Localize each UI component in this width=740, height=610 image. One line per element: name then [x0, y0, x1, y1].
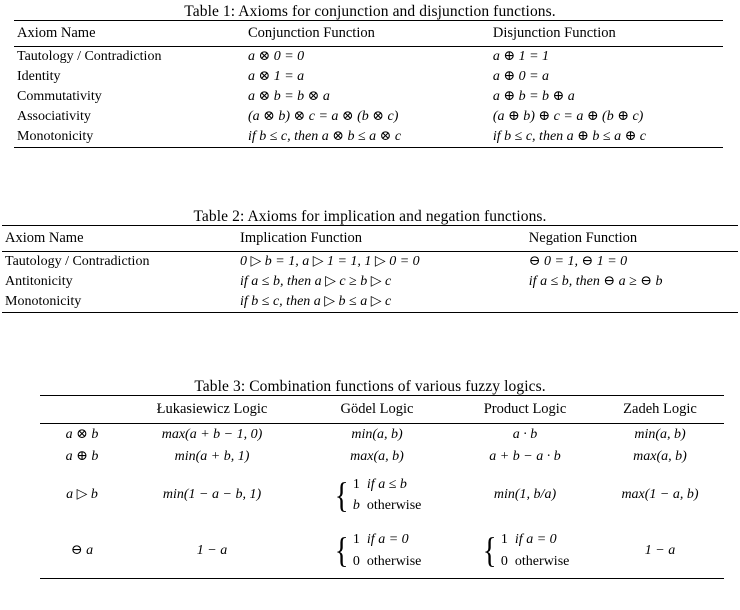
table-3-row-0-godel: min(a, b) — [351, 426, 403, 442]
table-2-header-negation: Negation Function — [528, 230, 638, 247]
table-3-row-3-product-case-0-condition: if a = 0 — [514, 531, 557, 547]
table-1-row-1-disjunction: a ⊕ 0 = a — [492, 68, 550, 84]
table-2 — [2, 225, 738, 313]
case-row — [353, 554, 421, 569]
table-2-row-2-implication: if b ≤ c, then a ▷ b ≤ a ▷ c — [240, 293, 392, 309]
table-2-row-2-name: Monotonicity — [5, 293, 82, 309]
table-row — [14, 47, 723, 67]
table-3-row-2-product: min(1, b/a) — [493, 487, 557, 503]
table-row — [14, 87, 723, 107]
table-3-row-0-product: a · b — [512, 426, 538, 442]
table-3-row-2-godel-case-0-value: 1 — [352, 476, 360, 492]
table-3-block — [0, 378, 740, 579]
table-1-row-0-disjunction: a ⊕ 1 = 1 — [492, 48, 550, 64]
table-3-row-3-product-case-1-condition: otherwise — [514, 553, 570, 569]
case-row — [501, 554, 569, 569]
table-2-row-0-implication: 0 ▷ b = 1, a ▷ 1 = 1, 1 ▷ 0 = 0 — [240, 253, 420, 269]
table-3-row-0-operator: a ⊗ b — [65, 426, 99, 442]
table-row — [2, 272, 738, 292]
table-2-row-1-negation: if a ≤ b, then ⊖ a ≥ ⊖ b — [528, 273, 663, 289]
piecewise-product-negation — [481, 529, 570, 572]
table-row — [14, 107, 723, 127]
piecewise-godel-implication — [333, 474, 422, 517]
table-3-header-zadeh: Zadeh Logic — [623, 401, 697, 418]
table-3-row-2-godel-case-0-condition: if a ≤ b — [366, 476, 407, 492]
table-1-row-0-conjunction: a ⊗ 0 = 0 — [247, 48, 305, 64]
table-row — [14, 67, 723, 87]
table-2-row-0-name: Tautology / Contradiction — [5, 253, 150, 269]
piecewise-godel-negation — [333, 529, 422, 572]
table-3-row-3-godel-case-0-value: 1 — [352, 531, 360, 547]
table-3-row-2-godel — [300, 468, 454, 523]
table-1-row-1-conjunction: a ⊗ 1 = a — [247, 68, 305, 84]
table-3-row-0-zadeh: min(a, b) — [634, 426, 686, 442]
left-brace-icon: { — [482, 530, 497, 571]
left-brace-icon: { — [334, 530, 349, 571]
table-3-row-3-godel-case-1-value: 0 — [352, 553, 360, 569]
table-1-row-4-name: Monotonicity — [17, 128, 94, 144]
case-row — [353, 498, 421, 513]
table-1-row-1-name: Identity — [17, 68, 61, 84]
table-3-row-2-godel-case-1-value: b — [352, 498, 360, 514]
table-1-row-3-name: Associativity — [17, 108, 91, 124]
table-2-bottom-rule — [2, 312, 738, 313]
table-row — [2, 252, 738, 272]
table-row — [40, 523, 724, 578]
table-2-header-axiom-name: Axiom Name — [5, 230, 84, 247]
table-3-row-3-lukasiewicz: 1 − a — [196, 542, 228, 558]
case-row — [501, 532, 557, 547]
table-1-row-3-disjunction: (a ⊕ b) ⊕ c = a ⊕ (b ⊕ c) — [492, 108, 644, 124]
table-3-row-1-operator: a ⊕ b — [65, 448, 99, 464]
table-row — [40, 446, 724, 468]
table-2-row-2-negation — [529, 292, 738, 312]
table-row — [40, 424, 724, 446]
table-3-header-row — [40, 396, 724, 423]
table-1-header-conjunction: Conjunction Function — [247, 25, 375, 42]
table-2-row-0-negation: ⊖ 0 = 1, ⊖ 1 = 0 — [528, 253, 628, 269]
table-1-row-2-disjunction: a ⊕ b = b ⊕ a — [492, 88, 575, 104]
table-1-caption: Table 1: Axioms for conjunction and disjunction functions. — [184, 3, 556, 20]
table-3-header-lukasiewicz: Łukasiewicz Logic — [156, 401, 268, 418]
table-2-row-1-name: Antitonicity — [5, 273, 73, 289]
table-1 — [14, 20, 723, 148]
table-3-row-3-godel — [300, 523, 454, 578]
table-2-block — [0, 208, 740, 313]
table-row — [2, 292, 738, 312]
table-1-header-row — [14, 21, 723, 46]
table-2-caption: Table 2: Axioms for implication and negation functions. — [193, 208, 547, 225]
case-row — [353, 532, 409, 547]
table-1-row-3-conjunction: (a ⊗ b) ⊗ c = a ⊗ (b ⊗ c) — [247, 108, 399, 124]
table-2-header-row — [2, 226, 738, 251]
table-3-row-2-zadeh: max(1 − a, b) — [621, 487, 699, 503]
table-3-row-1-lukasiewicz: min(a + b, 1) — [174, 448, 250, 464]
table-3 — [40, 395, 724, 579]
table-3-header-product: Product Logic — [483, 401, 567, 418]
table-1-row-0-name: Tautology / Contradiction — [17, 48, 162, 64]
table-3-caption: Table 3: Combination functions of various fuzzy logics. — [194, 378, 546, 395]
table-1-row-2-conjunction: a ⊗ b = b ⊗ a — [247, 88, 330, 104]
table-3-row-1-zadeh: max(a, b) — [633, 448, 687, 464]
table-2-header-implication: Implication Function — [240, 230, 363, 247]
table-2-row-1-implication: if a ≤ b, then a ▷ c ≥ b ▷ c — [240, 273, 392, 289]
table-3-row-3-operator: ⊖ a — [70, 542, 94, 558]
table-3-row-2-lukasiewicz: min(1 − a − b, 1) — [162, 487, 262, 503]
table-1-row-4-conjunction: if b ≤ c, then a ⊗ b ≤ a ⊗ c — [247, 128, 402, 144]
table-row — [40, 468, 724, 523]
table-3-bottom-rule — [40, 578, 724, 579]
left-brace-icon: { — [334, 474, 349, 515]
table-1-bottom-rule — [14, 147, 723, 148]
table-row — [14, 127, 723, 147]
table-3-row-3-product-case-0-value: 1 — [500, 531, 508, 547]
table-3-row-1-product: a + b − a · b — [489, 448, 561, 464]
table-3-header-godel: Gödel Logic — [340, 401, 414, 418]
table-1-header-axiom-name: Axiom Name — [17, 25, 96, 42]
table-3-row-1-godel: max(a, b) — [350, 448, 404, 464]
table-3-row-2-operator: a ▷ b — [66, 487, 98, 503]
table-3-row-3-product — [454, 523, 596, 578]
case-row — [353, 477, 407, 492]
table-3-header-operator — [40, 396, 124, 423]
table-3-row-3-godel-case-0-condition: if a = 0 — [366, 531, 409, 547]
table-1-row-2-name: Commutativity — [17, 88, 102, 104]
table-3-row-3-zadeh: 1 − a — [644, 542, 676, 558]
table-3-row-2-godel-case-1-condition: otherwise — [366, 498, 422, 514]
table-3-row-0-lukasiewicz: max(a + b − 1, 0) — [161, 426, 263, 442]
table-3-row-3-godel-case-1-condition: otherwise — [366, 553, 422, 569]
table-1-block — [0, 0, 740, 148]
table-1-row-4-disjunction: if b ≤ c, then a ⊕ b ≤ a ⊕ c — [492, 128, 647, 144]
table-1-header-disjunction: Disjunction Function — [492, 25, 616, 42]
table-3-row-3-product-case-1-value: 0 — [500, 553, 508, 569]
